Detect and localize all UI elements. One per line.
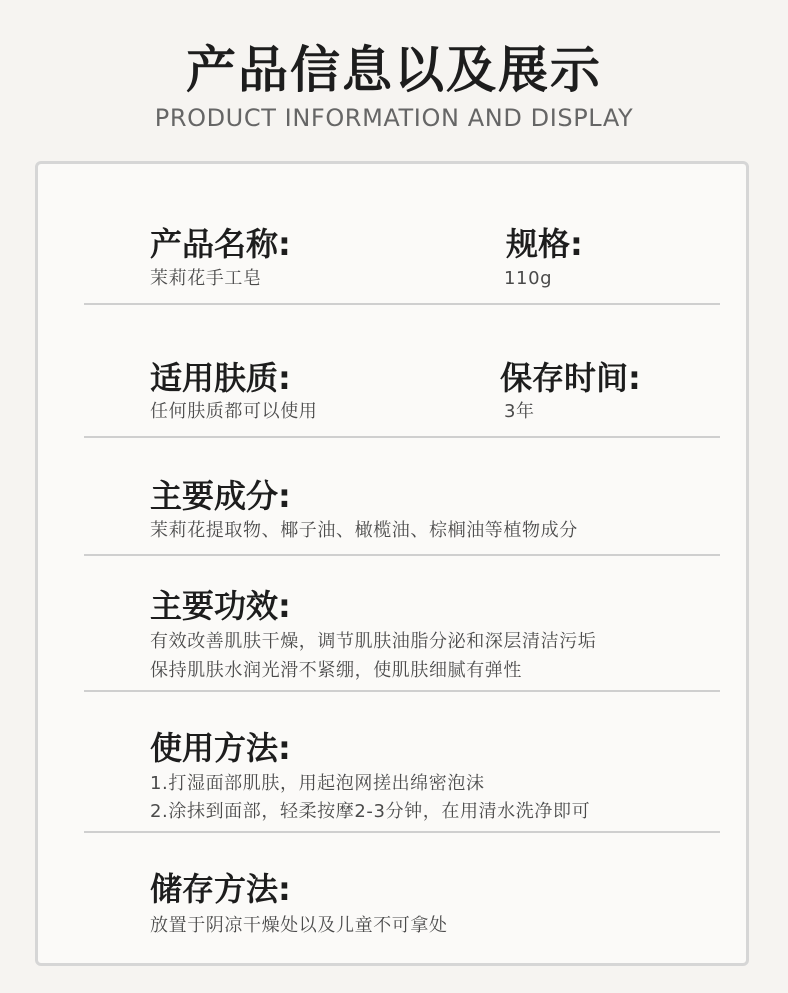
section-effects — [38, 556, 752, 692]
ingredients-label: 主要成分: — [150, 477, 291, 515]
ingredients-value: 茉莉花提取物、椰子油、橄榄油、棕榈油等植物成分 — [150, 520, 578, 541]
section-name-spec — [38, 164, 752, 306]
effects-label: 主要功效: — [150, 587, 291, 625]
divider — [84, 303, 720, 305]
shelf-life-value: 3年 — [504, 401, 535, 422]
page-header — [0, 0, 788, 150]
skin-type-value: 任何肤质都可以使用 — [150, 401, 318, 422]
storage-value: 放置于阴凉干燥处以及儿童不可拿处 — [150, 915, 448, 936]
skin-type-label: 适用肤质: — [150, 359, 291, 397]
section-usage — [38, 692, 752, 833]
usage-label: 使用方法: — [150, 729, 291, 767]
spec-label: 规格: — [506, 225, 583, 263]
product-name-label: 产品名称: — [150, 225, 291, 263]
shelf-life-label: 保存时间: — [500, 359, 641, 397]
spec-value: 110g — [504, 268, 553, 289]
usage-line-1: 1.打湿面部肌肤，用起泡网搓出绵密泡沫 — [150, 773, 485, 794]
effects-line-2: 保持肌肤水润光滑不紧绷，使肌肤细腻有弹性 — [150, 660, 522, 681]
storage-label: 储存方法: — [150, 870, 291, 908]
page-subtitle: PRODUCT INFORMATION AND DISPLAY — [154, 104, 634, 132]
product-info-card — [35, 161, 749, 966]
usage-line-2: 2.涂抹到面部，轻柔按摩2-3分钟，在用清水洗净即可 — [150, 801, 591, 822]
section-ingredients — [38, 438, 752, 556]
product-name-value: 茉莉花手工皂 — [150, 268, 262, 289]
section-skin-shelf — [38, 306, 752, 438]
page-title: 产品信息以及展示 — [186, 41, 602, 99]
section-storage — [38, 833, 752, 969]
effects-line-1: 有效改善肌肤干燥，调节肌肤油脂分泌和深层清洁污垢 — [150, 631, 597, 652]
